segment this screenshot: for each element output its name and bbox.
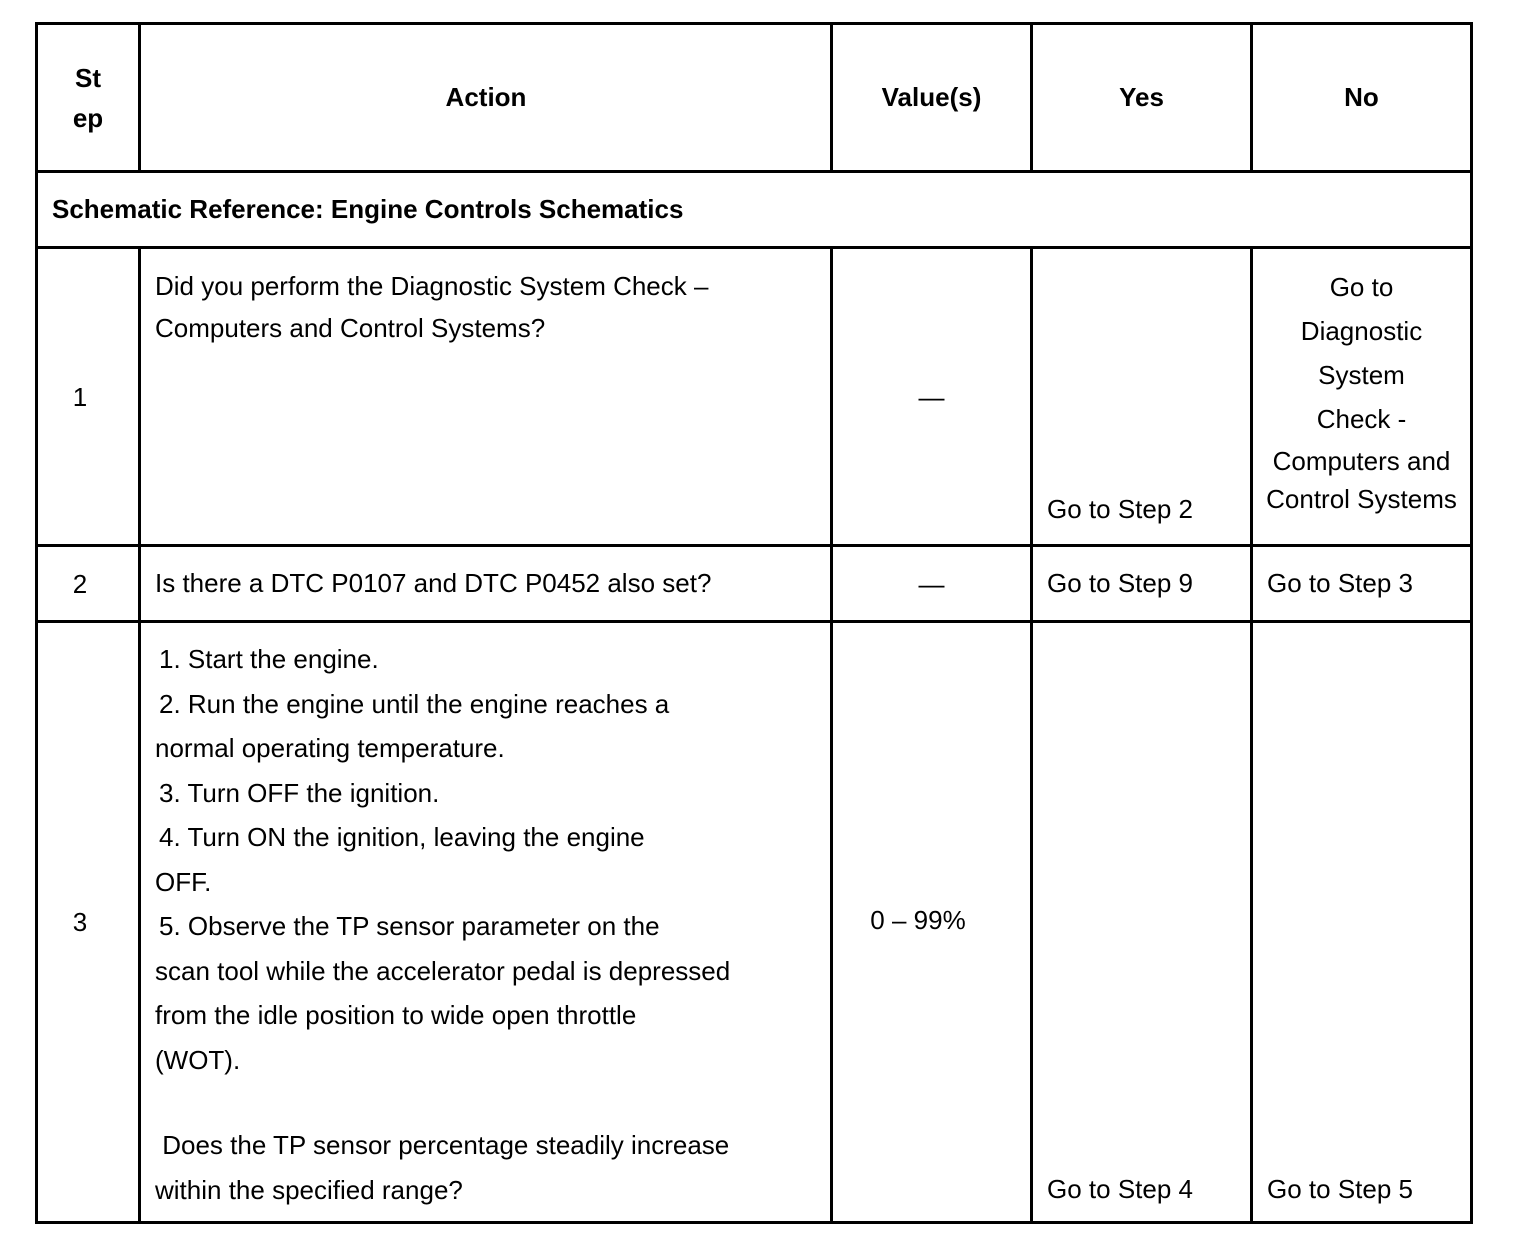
no-line: System [1318, 360, 1405, 390]
no-line: Diagnostic [1300, 316, 1423, 346]
table-row [38, 249, 1473, 547]
schematic-reference: Schematic Reference: Engine Controls Schematics [52, 194, 684, 224]
header-action: Action [445, 82, 527, 112]
action-text: Did you perform the Diagnostic System Check – Computers and Control Systems? [155, 271, 709, 343]
value-text: 0 – 99% [870, 905, 966, 935]
no-line: Control Systems [1266, 484, 1457, 514]
header-no: No [1344, 82, 1379, 112]
value-text: — [918, 381, 945, 412]
diagnostic-table [35, 22, 1473, 1224]
header-values: Value(s) [881, 82, 982, 112]
table-row [38, 623, 1473, 1221]
header-step: St ep [72, 62, 104, 133]
step-number: 2 [72, 568, 88, 599]
action-line: normal operating temperature. [155, 733, 505, 763]
schematic-row [38, 173, 1473, 249]
yes-action: Go to Step 9 [1047, 568, 1193, 598]
table-row [38, 547, 1473, 623]
action-line: from the idle position to wide open throttle [155, 1000, 637, 1030]
no-action: Go to Step 5 [1267, 1174, 1413, 1204]
action-line: scan tool while the accelerator pedal is depressed [155, 955, 731, 986]
header-yes: Yes [1119, 82, 1164, 112]
action-line: within the specified range? [155, 1174, 463, 1205]
action-line: 4. Turn ON the ignition, leaving the engine [159, 822, 645, 852]
action-line [155, 1082, 825, 1123]
action-line: 3. Turn OFF the ignition. [159, 777, 440, 808]
step-number: 3 [72, 907, 88, 937]
action-line: 2. Run the engine until the engine reaches a [159, 688, 670, 719]
action-line: 1. Start the engine. [159, 644, 379, 674]
action-line: 5. Observe the TP sensor parameter on the [159, 911, 660, 941]
no-line: Check - [1316, 404, 1407, 434]
value-text: — [918, 568, 945, 599]
yes-action: Go to Step 4 [1047, 1174, 1193, 1204]
action-line: Does the TP sensor percentage steadily increase [155, 1130, 730, 1160]
no-action: Go to Step 3 [1267, 568, 1413, 598]
no-action [1253, 265, 1470, 544]
action-text: Is there a DTC P0107 and DTC P0452 also set? [155, 568, 712, 598]
no-line: Computers and [1272, 446, 1451, 476]
step-number: 1 [72, 381, 88, 412]
action-text [155, 637, 825, 1221]
action-line: OFF. [155, 866, 212, 897]
no-line: Go to [1329, 272, 1394, 302]
yes-action: Go to Step 2 [1047, 494, 1193, 524]
action-line: (WOT). [155, 1044, 241, 1075]
header-row [38, 25, 1473, 173]
